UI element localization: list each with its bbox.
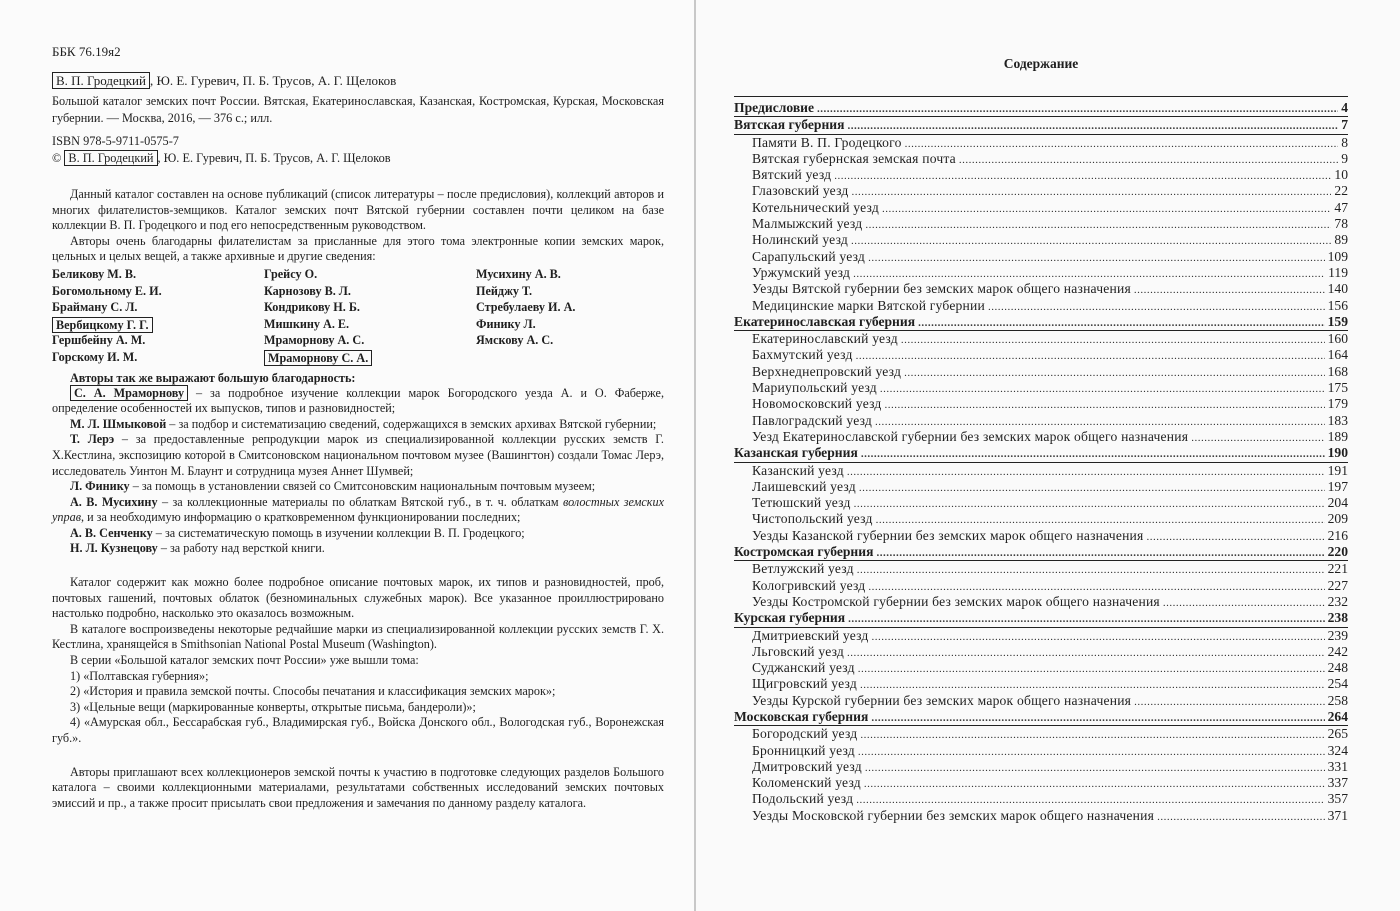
toc-dot-leader: [1191, 429, 1324, 446]
toc-dot-leader: [905, 135, 1339, 152]
thanks-text: – за подбор и систематизацию сведений, содержащихся в земских архивах Вятской губернии;: [166, 416, 657, 431]
toc-page-number: 254: [1327, 676, 1348, 692]
invitation-paragraph: Авторы приглашают всех коллекционеров земской почты к участию в подготовке следующих разделов Большого каталога – своими коллекционными материалами, результатами собственных исследований земских почтовых эмиссий и пр., а также просит присылать свои предложения и замечания по данному разделу каталога.: [52, 764, 664, 810]
toc-entry-label: Щигровский уезд: [752, 676, 857, 692]
toc-dot-leader: [865, 759, 1325, 776]
toc-section-row: [734, 709, 1348, 726]
toc-page-number: 47: [1334, 199, 1348, 215]
toc-dot-leader: [882, 200, 1331, 217]
toc-page-number: 191: [1327, 462, 1348, 478]
toc-entry-row: [734, 135, 1348, 151]
toc-entry-label: Курская губерния: [734, 610, 846, 626]
toc-entry-row: [734, 167, 1348, 183]
toc-dot-leader: [1157, 808, 1325, 825]
toc-page-number: 189: [1327, 428, 1348, 444]
toc-dot-leader: [1134, 281, 1325, 298]
toc-entry-row: [734, 594, 1348, 610]
toc-entry-row: [734, 479, 1348, 495]
thanks-text-tail: , и за необходимую информацию о кратковременном функционировании последних;: [80, 510, 521, 525]
toc-entry-row: [734, 200, 1348, 216]
right-page: [696, 0, 1400, 911]
toc-entry-row: [734, 791, 1348, 807]
toc-page-number: 216: [1327, 527, 1348, 543]
thanks-text: – за систематическую помощь в изучении коллекции В. П. Гродецкого;: [152, 525, 525, 540]
toc-entry-row: [734, 347, 1348, 363]
toc-entry-label: Вятский уезд: [752, 167, 832, 183]
toc-entry-label: Нолинский уезд: [752, 232, 849, 248]
toc-entry-row: [734, 808, 1348, 824]
toc-page-number: 119: [1328, 264, 1348, 280]
toc-dot-leader: [858, 743, 1325, 760]
toc-dot-leader: [1134, 693, 1324, 710]
toc-entry-label: Мариупольский уезд: [752, 380, 877, 396]
toc-dot-leader: [860, 726, 1324, 743]
toc-entry-label: Чистопольский уезд: [752, 511, 873, 527]
toc-entry-label: Суджанский уезд: [752, 660, 855, 676]
toc-entry-row: [734, 281, 1348, 297]
toc-entry-row: [734, 495, 1348, 511]
toc-dot-leader: [1146, 528, 1324, 545]
name-item: Брайману С. Л.: [52, 300, 138, 315]
toc-page-number: 78: [1334, 216, 1348, 232]
name-item: Беликову М. В.: [52, 266, 137, 281]
toc-page-number: 324: [1327, 742, 1348, 758]
thanks-item: [52, 526, 664, 542]
toc-section-row: [734, 544, 1348, 561]
series-item: 1) «Полтавская губерния»;: [70, 668, 209, 683]
toc-page-number: 175: [1327, 380, 1348, 396]
toc-entry-label: Екатеринославская губерния: [734, 313, 916, 329]
toc-dot-leader: [918, 314, 1325, 331]
toc-entry-row: [734, 511, 1348, 527]
left-page: [0, 0, 694, 911]
toc-entry-label: Коломенский уезд: [752, 775, 861, 791]
toc-dot-leader: [857, 561, 1325, 578]
toc-page-number: 9: [1341, 150, 1348, 166]
toc-page-number: 89: [1334, 232, 1348, 248]
copyright-first-boxed: В. П. Гродецкий: [64, 150, 157, 166]
toc-top-rule: [734, 96, 1348, 97]
toc-entry-label: Кологривский уезд: [752, 577, 866, 593]
toc-entry-label: Глазовский уезд: [752, 183, 849, 199]
toc-entry-label: Бронницкий уезд: [752, 742, 855, 758]
toc-page-number: 7: [1341, 117, 1348, 133]
name-item: Кондрикову Н. Б.: [264, 300, 360, 315]
toc-dot-leader: [860, 676, 1325, 693]
toc-entry-row: [734, 528, 1348, 544]
toc-dot-leader: [868, 578, 1324, 595]
toc-page-number: 227: [1327, 577, 1348, 593]
toc-entry-row: [734, 676, 1348, 692]
toc-section-row: [734, 117, 1348, 134]
thanks-item: [52, 495, 664, 526]
name-item: Карнозову В. Л.: [264, 283, 351, 298]
toc-entry-row: [734, 151, 1348, 167]
name-item-empty: [476, 350, 676, 366]
toc-page-number: 248: [1327, 660, 1348, 676]
toc-entry-label: Вятская губерния: [734, 117, 845, 133]
toc-entry-row: [734, 380, 1348, 396]
toc-title: Содержание: [1003, 56, 1079, 71]
toc-entry-row: [734, 183, 1348, 199]
toc-page-number: 156: [1327, 297, 1348, 313]
toc-entry-label: Уезд Екатеринославской губернии без земских марок общего назначения: [752, 428, 1189, 444]
thanks-name: Л. Финику: [70, 479, 130, 494]
toc-dot-leader: [856, 791, 1324, 808]
toc-dot-leader: [1163, 594, 1325, 611]
toc-entry-row: [734, 298, 1348, 314]
toc-page-number: 264: [1327, 708, 1348, 724]
thanks-item: [52, 432, 664, 479]
toc-page-number: 238: [1327, 610, 1348, 626]
toc-entry-row: [734, 216, 1348, 232]
name-boxed: Вербицкому Г. Г.: [52, 317, 153, 333]
toc-entry-label: Новомосковский уезд: [752, 396, 882, 412]
toc-dot-leader: [853, 265, 1325, 282]
toc-page-number: 140: [1327, 281, 1348, 297]
name-item: Мраморнову А. С.: [264, 333, 365, 348]
toc-page-number: 242: [1327, 643, 1348, 659]
toc-dot-leader: [876, 544, 1324, 561]
toc-entry-label: Московская губерния: [734, 708, 869, 724]
name-boxed: Мраморнову С. А.: [264, 350, 372, 366]
toc-dot-leader: [852, 183, 1332, 200]
kestlin-paragraph: В каталоге воспроизведены некоторые редчайшие марки из специализированной коллекции русских земств Г. Х. Кестлина, хранящейся в Smithsonian National Postal Museum (Washington).: [52, 621, 664, 652]
toc-entry-label: Верхнеднепровский уезд: [752, 363, 902, 379]
thanks-item: [52, 479, 664, 495]
toc-entry-label: Котельнический уезд: [752, 199, 879, 215]
toc-entry-row: [734, 578, 1348, 594]
toc-page-number: 220: [1327, 544, 1348, 560]
bibliographic-description: Большой каталог земских почт России. Вятская, Екатеринославская, Казанская, Костромская, Курская, Московская губернии. — Москва, 2016, — 376 с.; илл.: [52, 94, 664, 125]
toc-entry-label: Бахмутский уезд: [752, 347, 853, 363]
toc-page-number: 232: [1327, 593, 1348, 609]
toc-entry-label: Ветлужский уезд: [752, 561, 854, 577]
toc-entry-label: Памяти В. П. Гродецкого: [752, 134, 902, 150]
toc-entry-label: Богородский уезд: [752, 726, 858, 742]
toc-entry-row: [734, 693, 1348, 709]
toc-dot-leader: [864, 775, 1325, 792]
toc-dot-leader: [856, 347, 1325, 364]
toc-dot-leader: [848, 610, 1325, 627]
toc-dot-leader: [988, 298, 1325, 315]
thanks-text: – за коллекционные материалы по облаткам Вятской губ., в т. ч. облаткам: [157, 494, 563, 509]
toc-entry-row: [734, 413, 1348, 429]
toc-entry-label: Екатеринославский уезд: [752, 331, 898, 347]
toc-entry-label: Медицинские марки Вятской губернии: [752, 297, 985, 313]
toc-entry-row: [734, 331, 1348, 347]
toc-entry-label: Уезды Курской губернии без земских марок общего назначения: [752, 692, 1132, 708]
toc-page-number: 221: [1327, 561, 1348, 577]
toc-entry-label: Казанский уезд: [752, 462, 844, 478]
toc-entry-label: Уезды Московской губернии без земских марок общего назначения: [752, 807, 1155, 823]
toc-dot-leader: [880, 380, 1325, 397]
toc-entry-row: [734, 628, 1348, 644]
toc-dot-leader: [885, 396, 1325, 413]
thanks-text: – за предоставленные репродукции марок из специализированной коллекции русских земств Г. Х.Кестлина, экспозицию которой в Смитсоновском национальном почтовом музее (Вашингтон) создали Томас Лерэ, исследователь Уинтон М. Блаунт и сотрудница музея Аннет Шумвей;: [52, 432, 664, 478]
toc-dot-leader: [865, 216, 1331, 233]
name-item: Ямскову А. С.: [476, 333, 554, 348]
toc-dot-leader: [876, 511, 1325, 528]
toc-page-number: 190: [1327, 445, 1348, 461]
name-item: Богомольному Е. И.: [52, 283, 162, 298]
thanks-name: М. Л. Шмыковой: [70, 416, 167, 431]
thanks-item: [52, 386, 664, 417]
thanks-text: – за помощь в установлении связей со Смитсоновским национальным почтовым музеем;: [129, 479, 596, 494]
name-item: Гершбейну А. М.: [52, 333, 146, 348]
toc-entry-row: [734, 561, 1348, 577]
toc-entry-row: [734, 463, 1348, 479]
toc-page-number: 371: [1327, 807, 1348, 823]
toc-dot-leader: [868, 249, 1325, 266]
table-of-contents: [734, 100, 1348, 824]
toc-entry-row: [734, 396, 1348, 412]
isbn: ISBN 978-5-9711-0575-7: [52, 134, 179, 148]
name-item: Горскому И. М.: [52, 349, 138, 364]
toc-entry-label: Лаишевский уезд: [752, 478, 856, 494]
toc-entry-label: Уржумский уезд: [752, 264, 851, 280]
toc-dot-leader: [858, 660, 1325, 677]
thanks-name: А. В. Сенченку: [70, 525, 153, 540]
toc-dot-leader: [834, 167, 1331, 184]
toc-dot-leader: [872, 628, 1325, 645]
toc-entry-row: [734, 429, 1348, 445]
toc-page-number: 331: [1327, 758, 1348, 774]
name-item-boxed: [264, 350, 476, 366]
thanks-title: Авторы так же выражают большую благодарность:: [70, 370, 356, 385]
thanks-item: [52, 417, 664, 433]
catalog-content-paragraph: Каталог содержит как можно более подробное описание почтовых марок, их типов и разновидностей, проб, почтовых гашений, почтовых облаток (безноминальных служебных марок). Все указанное проиллюстрировано настолько подробно, насколько это оказалось возможным.: [52, 575, 664, 621]
toc-entry-label: Льговский уезд: [752, 643, 845, 659]
toc-dot-leader: [847, 644, 1325, 661]
toc-entry-label: Костромская губерния: [734, 544, 874, 560]
toc-page-number: 168: [1327, 363, 1348, 379]
name-item: Мишкину А. Е.: [264, 316, 350, 331]
toc-section-row: [734, 314, 1348, 331]
series-item: 3) «Цельные вещи (маркированные конверты, открытые письма, бандероли)»;: [70, 699, 476, 714]
authors-line: [52, 73, 664, 89]
toc-entry-label: Павлоградский уезд: [752, 412, 873, 428]
toc-page-number: 160: [1327, 331, 1348, 347]
toc-dot-leader: [901, 331, 1325, 348]
name-item: Финику Л.: [476, 316, 536, 331]
authors-rest: , Ю. Е. Гуревич, П. Б. Трусов, А. Г. Щелоков: [149, 73, 397, 88]
toc-page-number: 239: [1327, 627, 1348, 643]
intro-paragraph-1: Данный каталог составлен на основе публикаций (список литературы – после предисловия), коллекций авторов и многих филателистов-земщиков. Каталог земских почт Вятской губернии составлен почти целиком на базе коллекции В. П. Гродецкого и под его непосредственным руководством.: [52, 187, 664, 233]
toc-entry-row: [734, 232, 1348, 248]
copyright-line: [52, 150, 664, 167]
toc-entry-row: [734, 364, 1348, 380]
name-item-boxed: [52, 317, 264, 333]
toc-page-number: 159: [1327, 313, 1348, 329]
author-first-boxed: В. П. Гродецкий: [52, 72, 150, 89]
toc-page-number: 337: [1327, 775, 1348, 791]
toc-dot-leader: [848, 117, 1339, 134]
series-item: 4) «Амурская обл., Бессарабская губ., Владимирская губ., Войска Донского обл., Вологодская губ., Воронежская губ.».: [52, 715, 664, 745]
toc-entry-label: Малмыжский уезд: [752, 216, 863, 232]
toc-page-number: 183: [1327, 412, 1348, 428]
toc-dot-leader: [859, 479, 1325, 496]
thanks-italic: волостных земских управ: [52, 494, 665, 525]
name-item: Мусихину А. В.: [476, 266, 561, 281]
toc-page-number: 357: [1327, 791, 1348, 807]
toc-section-row: [734, 445, 1348, 462]
thanks-names-grid: [52, 267, 664, 366]
thanks-name: Т. Лерэ: [70, 432, 115, 447]
toc-dot-leader: [851, 232, 1331, 249]
copyright-symbol: ©: [52, 151, 62, 165]
toc-page-number: 258: [1327, 692, 1348, 708]
toc-dot-leader: [854, 495, 1325, 512]
toc-page-number: 197: [1327, 478, 1348, 494]
name-item: Пейджу Т.: [476, 283, 533, 298]
toc-entry-label: Тетюшский уезд: [752, 495, 851, 511]
toc-page-number: 209: [1327, 511, 1348, 527]
toc-entry-label: Дмитровский уезд: [752, 758, 862, 774]
thanks-name-boxed: С. А. Мраморнову: [70, 385, 188, 401]
series-intro: В серии «Большой каталог земских почт России» уже вышли тома:: [70, 653, 419, 668]
toc-entry-row: [734, 743, 1348, 759]
toc-page-number: 10: [1334, 167, 1348, 183]
toc-entry-label: Уезды Костромской губернии без земских марок общего назначения: [752, 593, 1160, 609]
toc-page-number: 22: [1334, 183, 1348, 199]
toc-dot-leader: [847, 463, 1325, 480]
toc-entry-row: [734, 644, 1348, 660]
toc-entry-label: Уезды Казанской губернии без земских марок общего назначения: [752, 527, 1144, 543]
toc-entry-row: [734, 249, 1348, 265]
thanks-name: Н. Л. Кузнецову: [70, 541, 158, 556]
toc-entry-label: Сарапульский уезд: [752, 248, 866, 264]
toc-dot-leader: [817, 100, 1338, 117]
toc-entry-row: [734, 726, 1348, 742]
thanks-text: – за подробное изучение коллекции марок Богородского уезда А. и О. Фаберже, определение особенностей их выпусков, типов и разновидностей;: [52, 385, 665, 416]
toc-entry-label: Дмитриевский уезд: [752, 627, 869, 643]
toc-entry-label: Предисловие: [734, 100, 815, 115]
toc-entry-label: Подольский уезд: [752, 791, 854, 807]
toc-entry-row: [734, 660, 1348, 676]
name-item: Грейсу О.: [264, 266, 318, 281]
toc-page-number: 8: [1341, 134, 1348, 150]
name-item: Стребулаеву И. А.: [476, 300, 576, 315]
toc-entry-label: Вятская губернская земская почта: [752, 150, 956, 166]
toc-page-number: 204: [1327, 495, 1348, 511]
series-item: 2) «История и правила земской почты. Способы печатания и классификация земских марок»;: [70, 684, 556, 699]
toc-section-row: [734, 100, 1348, 117]
toc-entry-row: [734, 265, 1348, 281]
toc-page-number: 179: [1327, 396, 1348, 412]
toc-entry-label: Уезды Вятской губернии без земских марок общего назначения: [752, 281, 1131, 297]
toc-dot-leader: [875, 413, 1325, 430]
toc-page-number: 4: [1341, 100, 1348, 115]
thanks-item: [52, 541, 664, 557]
toc-section-row: [734, 610, 1348, 627]
bbk-code: ББК 76.19я2: [52, 44, 121, 59]
toc-dot-leader: [871, 709, 1324, 726]
toc-page-number: 265: [1327, 726, 1348, 742]
toc-page-number: 109: [1327, 248, 1348, 264]
thanks-name: А. В. Мусихину: [70, 494, 158, 509]
toc-page-number: 164: [1327, 347, 1348, 363]
toc-entry-label: Казанская губерния: [734, 445, 858, 461]
intro-paragraph-2: Авторы очень благодарны филателистам за присланные для этого тома электронные копии земских марок, цельных и целых вещей, а также архивные и другие сведения:: [52, 233, 664, 264]
toc-entry-row: [734, 775, 1348, 791]
toc-dot-leader: [959, 151, 1338, 168]
toc-entry-row: [734, 759, 1348, 775]
thanks-text: – за работу над версткой книги.: [157, 541, 325, 556]
toc-dot-leader: [904, 364, 1325, 381]
toc-dot-leader: [861, 445, 1325, 462]
copyright-rest: , Ю. Е. Гуревич, П. Б. Трусов, А. Г. Щелоков: [157, 151, 391, 165]
